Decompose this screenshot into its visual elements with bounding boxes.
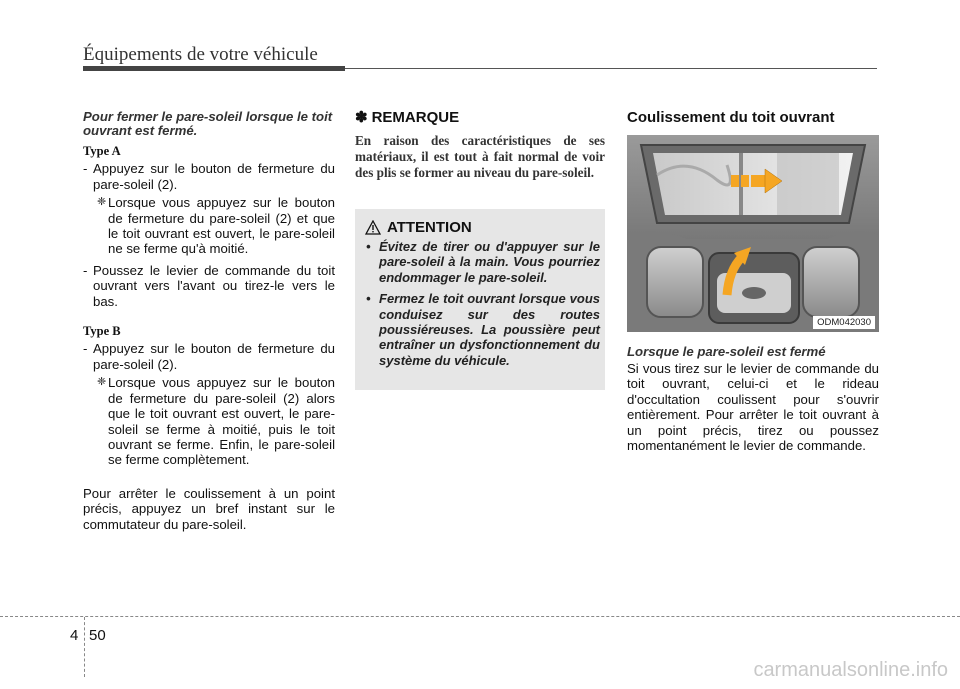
warning-triangle-icon bbox=[365, 220, 381, 235]
attention-item bbox=[365, 291, 600, 368]
snowflake-note-icon: ❈ bbox=[97, 376, 107, 389]
column-2 bbox=[355, 110, 605, 180]
attention-item bbox=[365, 239, 600, 285]
type-b-note bbox=[83, 375, 335, 467]
type-a-item-2 bbox=[83, 263, 335, 309]
section-paragraph: Si vous tirez sur le levier de commande du toit ouvrant, celui-ci et le rideau d'occultation coulissent pour s'ouvrir entièrement. Pour arrêter le toit ouvrant à un point précis, tirez ou poussez momentanément le levier de commande. bbox=[627, 361, 879, 454]
snowflake-note-icon: ❈ bbox=[97, 196, 107, 209]
star-cross-icon: ✽ bbox=[355, 109, 368, 126]
footer-rule bbox=[0, 616, 960, 617]
type-b-item-1-text: Appuyez sur le bouton de fermeture du pare-soleil (2). bbox=[93, 341, 335, 372]
dash-marker: - bbox=[83, 161, 88, 177]
remarque-text: En raison des caractéristiques de ses matériaux, il est tout à fait normal de voir des plis se former au niveau du pare-soleil. bbox=[355, 133, 605, 180]
type-b-item-1 bbox=[83, 341, 335, 372]
sunroof-drawing bbox=[627, 135, 879, 332]
remarque-heading bbox=[355, 110, 605, 125]
attention-item-text: Évitez de tirer ou d'appuyer sur le pare-soleil à la main. Vous pourriez endommager le pare-soleil. bbox=[379, 239, 600, 285]
attention-list bbox=[365, 239, 600, 374]
type-a-note-text: Lorsque vous appuyez sur le bouton de fermeture du pare-soleil (2) et que le toit ouvrant est ouvert, le pare-soleil ne se ferme qu'à moitié. bbox=[108, 195, 335, 257]
footer-separator bbox=[84, 617, 85, 677]
type-a-note bbox=[83, 195, 335, 257]
column-1 bbox=[83, 110, 335, 532]
type-a-heading: Type A bbox=[83, 144, 121, 158]
closing-paragraph: Pour arrêter le coulissement à un point précis, appuyez un bref instant sur le commutateur du pare-soleil. bbox=[83, 485, 335, 532]
dash-marker: - bbox=[83, 341, 88, 357]
header-rule bbox=[345, 68, 877, 69]
dash-marker: - bbox=[83, 262, 88, 278]
type-a-item-1 bbox=[83, 161, 335, 192]
type-b-note-text: Lorsque vous appuyez sur le bouton de fermeture du pare-soleil (2) alors que le toit ouvrant est ouvert, le pare-soleil se ferme à moitié, puis le toit ouvrant se ferme. Enfin, le pare-soleil se ferme complètement. bbox=[108, 375, 335, 468]
column-3 bbox=[627, 110, 879, 133]
remarque-title: REMARQUE bbox=[371, 109, 460, 126]
type-a-item-2-text: Poussez le levier de commande du toit ouvrant vers l'avant ou tirez-le vers le bas. bbox=[93, 262, 335, 309]
bullet-dot: • bbox=[366, 291, 371, 307]
attention-heading bbox=[365, 219, 472, 236]
intro-heading: Pour fermer le pare-soleil lorsque le toit ouvrant est fermé. bbox=[83, 109, 333, 138]
attention-box bbox=[355, 209, 605, 390]
page-number: 50 bbox=[89, 627, 106, 644]
chapter-number: 4 bbox=[70, 627, 79, 644]
page-header-title: Équipements de votre véhicule bbox=[83, 44, 318, 65]
header-bar bbox=[83, 66, 345, 71]
type-a-item-1-text: Appuyez sur le bouton de fermeture du pare-soleil (2). bbox=[93, 161, 335, 192]
attention-item-text: Fermez le toit ouvrant lorsque vous conduisez sur des routes poussiéreuses. La poussière peut entraîner un dysfonctionnement du système du véhicule. bbox=[379, 291, 600, 368]
type-b-heading: Type B bbox=[83, 324, 121, 339]
bullet-dot: • bbox=[366, 239, 371, 254]
subsection-title: Lorsque le pare-soleil est fermé bbox=[627, 344, 826, 359]
attention-title: ATTENTION bbox=[387, 219, 472, 236]
image-code: ODM042030 bbox=[813, 316, 875, 329]
sunroof-illustration bbox=[627, 135, 879, 332]
watermark: carmanualsonline.info bbox=[753, 659, 948, 681]
section-title: Coulissement du toit ouvrant bbox=[627, 109, 835, 126]
